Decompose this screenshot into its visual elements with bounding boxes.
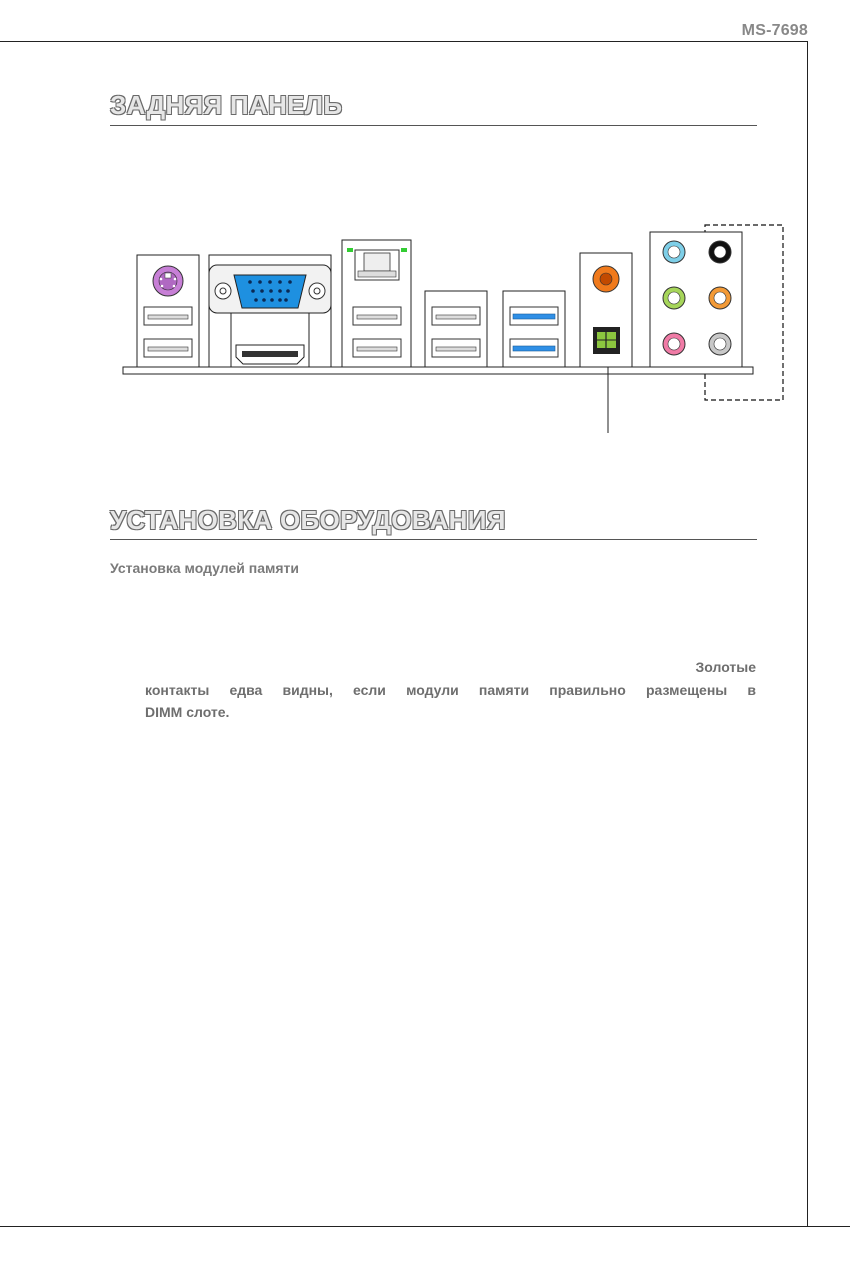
audio-jack-icon xyxy=(663,241,685,263)
audio-jack-icon xyxy=(709,241,731,263)
usb-port-icon xyxy=(144,307,192,325)
audio-jack-icon xyxy=(663,333,685,355)
usb3-port-icon xyxy=(510,307,558,325)
usb3-port-icon xyxy=(510,339,558,357)
optical-spdif-icon xyxy=(593,327,620,354)
usb-port-icon xyxy=(353,339,401,357)
header-rule xyxy=(0,41,808,42)
section-rule xyxy=(110,125,757,126)
model-number: MS-7698 xyxy=(741,22,808,39)
usb-port-icon xyxy=(432,307,480,325)
note-line: DIMM слоте. xyxy=(145,704,230,720)
usb-port-icon xyxy=(432,339,480,357)
lan-port-icon xyxy=(347,248,407,280)
section-title-hardware-setup: УСТАНОВКА ОБОРУДОВАНИЯ xyxy=(110,505,506,535)
audio-jack-icon xyxy=(709,333,731,355)
usb-port-icon xyxy=(144,339,192,357)
footer-rule xyxy=(0,1226,850,1227)
note-line: контакты едва видны, если модули памяти правильно размещены в xyxy=(145,682,756,698)
hdmi-port-icon xyxy=(236,345,304,364)
note-word: Золотые xyxy=(695,659,756,675)
back-panel-diagram xyxy=(100,215,800,440)
subsection-title-memory: Установка модулей памяти xyxy=(110,560,299,576)
usb-port-icon xyxy=(353,307,401,325)
ps2-port-icon xyxy=(153,266,183,296)
audio-jack-icon xyxy=(709,287,731,309)
page-edge-line xyxy=(807,41,808,1227)
audio-jack-icon xyxy=(663,287,685,309)
io-shield-base xyxy=(123,367,753,374)
coaxial-spdif-icon xyxy=(593,266,619,292)
section-title-back-panel: ЗАДНЯЯ ПАНЕЛЬ xyxy=(110,90,343,120)
section-rule xyxy=(110,539,757,540)
